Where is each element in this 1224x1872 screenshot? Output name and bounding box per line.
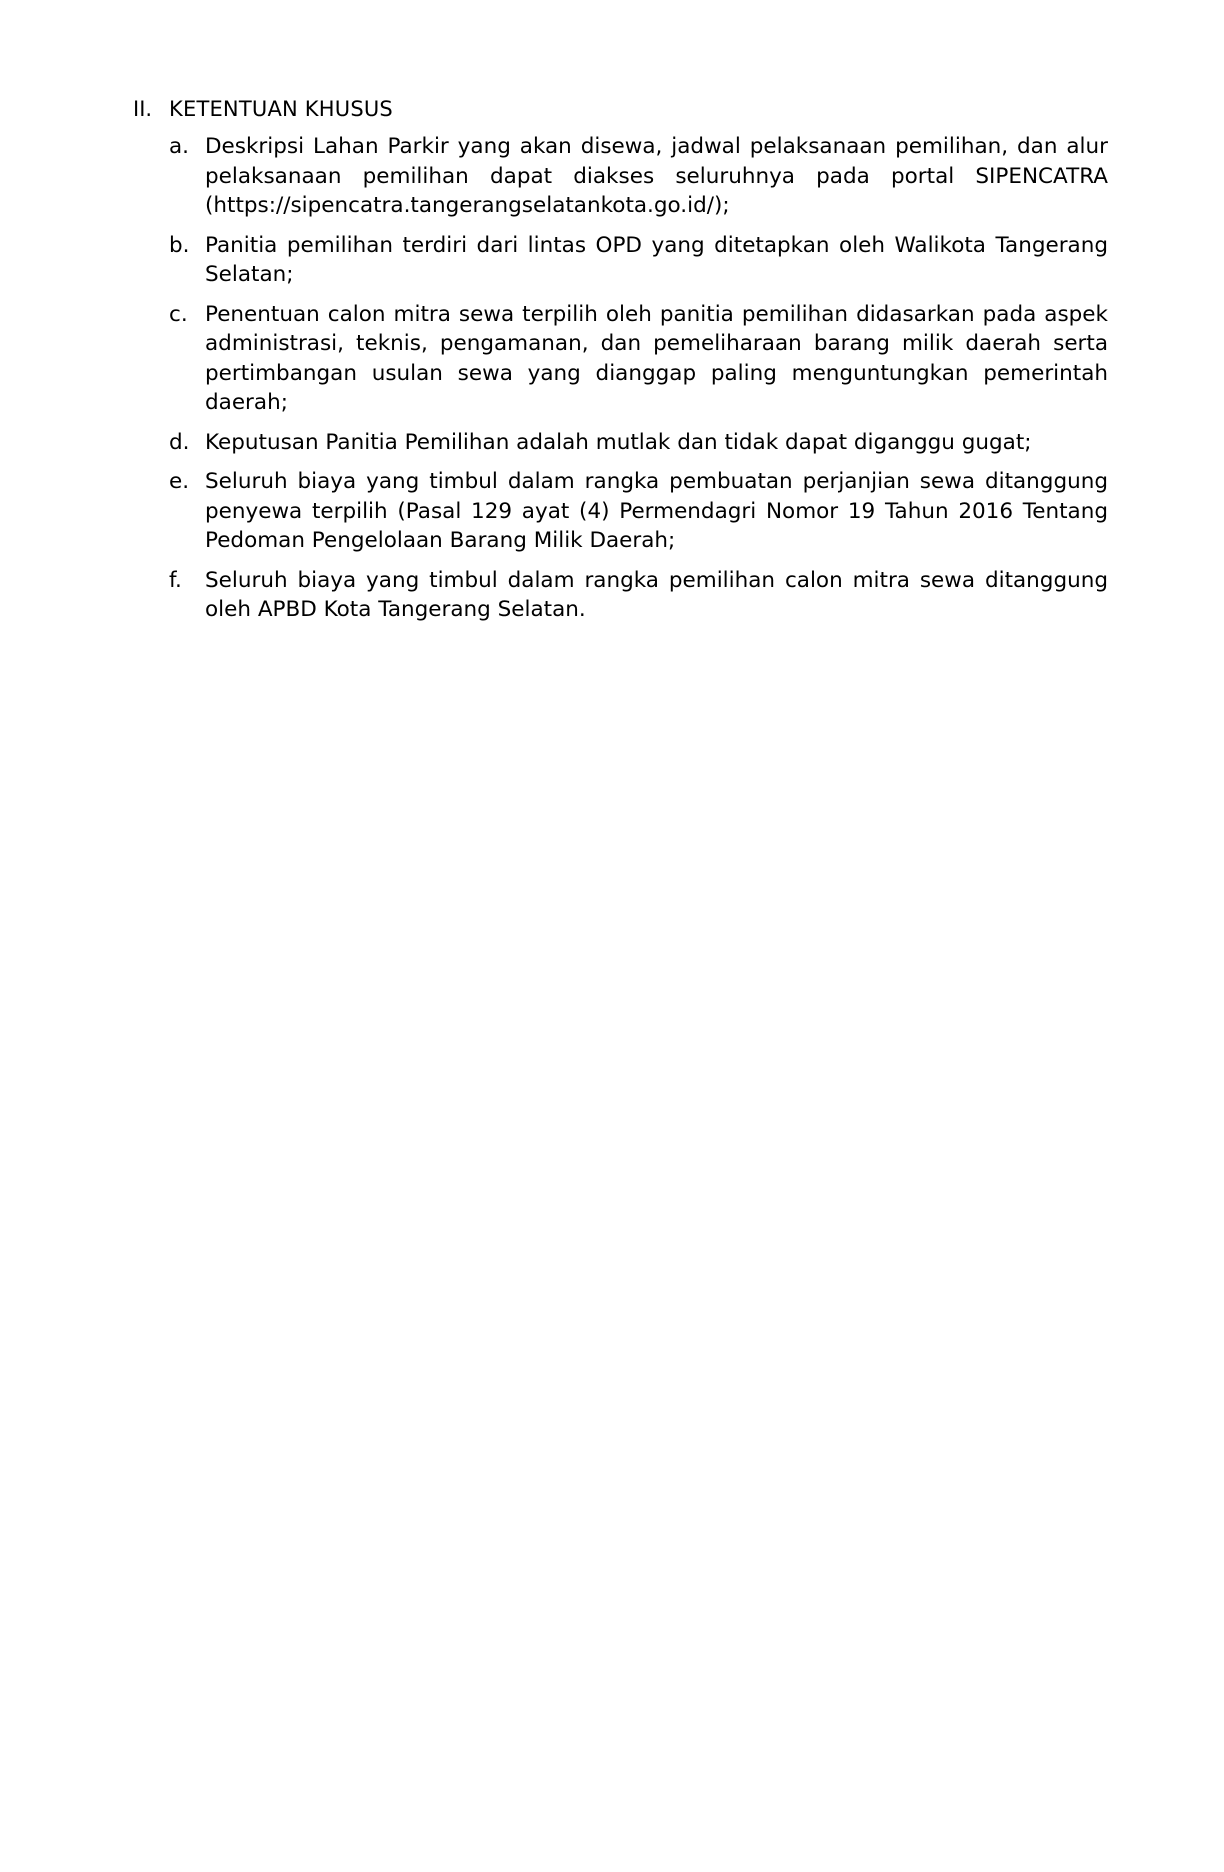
list-item: [169, 231, 1108, 290]
section-ketentuan-khusus: [133, 95, 1108, 635]
list-item-marker: d.: [169, 429, 190, 455]
list-item-marker: a.: [169, 134, 190, 159]
list-item: [169, 300, 1108, 418]
section-heading: [133, 95, 1108, 124]
list-item: [169, 428, 1108, 458]
provision-list: [133, 132, 1108, 625]
list-item-text: Panitia pemilihan terdiri dari lintas OPD yang ditetapkan oleh Walikota Tangerang Selatan;: [205, 232, 1108, 287]
list-item-marker: b.: [169, 232, 190, 258]
list-item-text: Deskripsi Lahan Parkir yang akan disewa, jadwal pelaksanaan pemilihan, dan alur pelaksanaan pemilihan dapat diakses seluruhnya pada portal SIPENCATRA (https://sipencatra.tangerangselatankota.go.id/);: [205, 134, 1108, 218]
list-item-text: Seluruh biaya yang timbul dalam rangka pemilihan calon mitra sewa ditanggung oleh APBD Kota Tangerang Selatan.: [205, 567, 1108, 622]
list-item-marker: c.: [169, 301, 188, 327]
list-item: [169, 467, 1108, 556]
list-item-marker: e.: [169, 469, 190, 494]
section-title: KETENTUAN KHUSUS: [169, 97, 393, 121]
list-item-text: Seluruh biaya yang timbul dalam rangka pembuatan perjanjian sewa ditanggung penyewa terpilih (Pasal 129 ayat (4) Permendagri Nomor 19 Tahun 2016 Tentang Pedoman Pengelolaan Barang Milik Daerah;: [205, 469, 1108, 553]
list-item-text: Keputusan Panitia Pemilihan adalah mutlak dan tidak dapat diganggu gugat;: [205, 429, 1032, 455]
section-number: II.: [133, 97, 153, 121]
list-item-marker: f.: [169, 567, 182, 593]
list-item-text: Penentuan calon mitra sewa terpilih oleh panitia pemilihan didasarkan pada aspek administrasi, teknis, pengamanan, dan pemeliharaan barang milik daerah serta pertimbangan usulan sewa yang dianggap paling menguntungkan pemerintah daerah;: [205, 301, 1108, 415]
list-item: [169, 566, 1108, 625]
list-item: [169, 132, 1108, 221]
